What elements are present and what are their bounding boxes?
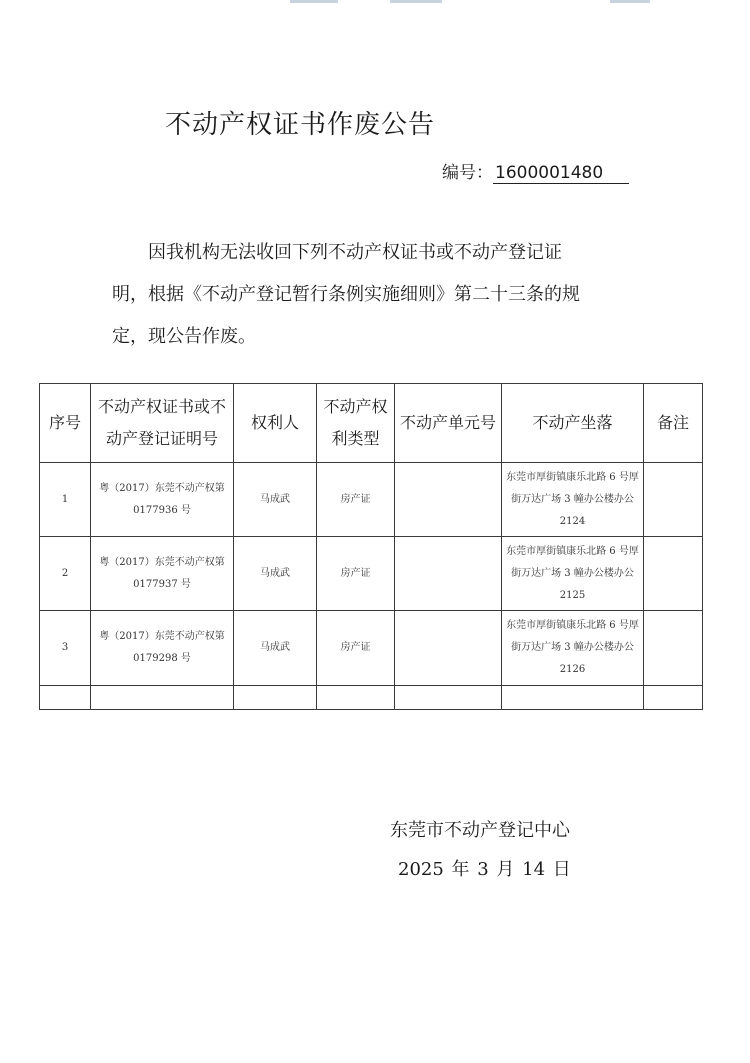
- cell-right-type: 房产证: [317, 611, 395, 685]
- cell-cert-no: 粤（2017）东莞不动产权第 0179298 号: [91, 611, 234, 685]
- empty-cell: [91, 685, 234, 709]
- scan-edge-marks: [0, 0, 750, 6]
- header-right-type: 不动产权利类型: [317, 384, 395, 463]
- cell-unit-no: [395, 537, 502, 611]
- cell-location: 东莞市厚街镇康乐北路 6 号厚街万达广场 3 幢办公楼办公 2125: [502, 537, 644, 611]
- table-empty-row: [40, 685, 703, 709]
- table-row: [40, 537, 703, 611]
- cell-holder: 马成武: [234, 611, 317, 685]
- empty-cell: [234, 685, 317, 709]
- issue-date: 2025 年 3 月 14 日: [398, 859, 571, 880]
- cell-cert-no: 粤（2017）东莞不动产权第 0177937 号: [91, 537, 234, 611]
- header-location: 不动产坐落: [502, 384, 644, 463]
- cell-holder: 马成武: [234, 537, 317, 611]
- empty-cell: [40, 685, 91, 709]
- cell-location: 东莞市厚街镇康乐北路 6 号厚街万达广场 3 幢办公楼办公 2126: [502, 611, 644, 685]
- cell-remark: [644, 537, 703, 611]
- document-number-label: 编号：: [442, 163, 493, 183]
- cell-unit-no: [395, 463, 502, 537]
- cell-seq: 1: [40, 463, 91, 537]
- cell-right-type: 房产证: [317, 463, 395, 537]
- header-holder: 权利人: [234, 384, 317, 463]
- empty-cell: [317, 685, 395, 709]
- empty-cell: [644, 685, 703, 709]
- empty-cell: [395, 685, 502, 709]
- cell-remark: [644, 611, 703, 685]
- document-number-value: 1600001480: [493, 163, 629, 184]
- voided-certificates-table: [39, 383, 703, 710]
- announcement-line-1: 因我机构无法收回下列不动产权证书或不动产登记证: [148, 242, 562, 263]
- cell-unit-no: [395, 611, 502, 685]
- cell-holder: 马成武: [234, 463, 317, 537]
- announcement-body: [112, 232, 642, 358]
- header-cert-no: 不动产权证书或不动产登记证明号: [91, 384, 234, 463]
- table-header-row: [40, 384, 703, 463]
- cell-remark: [644, 463, 703, 537]
- header-remark: 备注: [644, 384, 703, 463]
- announcement-line-3: 定，现公告作废。: [112, 326, 256, 347]
- table-row: [40, 611, 703, 685]
- header-seq: 序号: [40, 384, 91, 463]
- cell-seq: 3: [40, 611, 91, 685]
- cell-seq: 2: [40, 537, 91, 611]
- issuing-organization: 东莞市不动产登记中心: [390, 820, 570, 841]
- announcement-line-2: 明，根据《不动产登记暂行条例实施细则》第二十三条的规: [112, 284, 580, 305]
- table-row: [40, 463, 703, 537]
- empty-cell: [502, 685, 644, 709]
- cell-location: 东莞市厚街镇康乐北路 6 号厚街万达广场 3 幢办公楼办公 2124: [502, 463, 644, 537]
- page-title: 不动产权证书作废公告: [165, 110, 436, 140]
- header-unit-no: 不动产单元号: [395, 384, 502, 463]
- cell-cert-no: 粤（2017）东莞不动产权第 0177936 号: [91, 463, 234, 537]
- document-number: [442, 158, 629, 184]
- cell-right-type: 房产证: [317, 537, 395, 611]
